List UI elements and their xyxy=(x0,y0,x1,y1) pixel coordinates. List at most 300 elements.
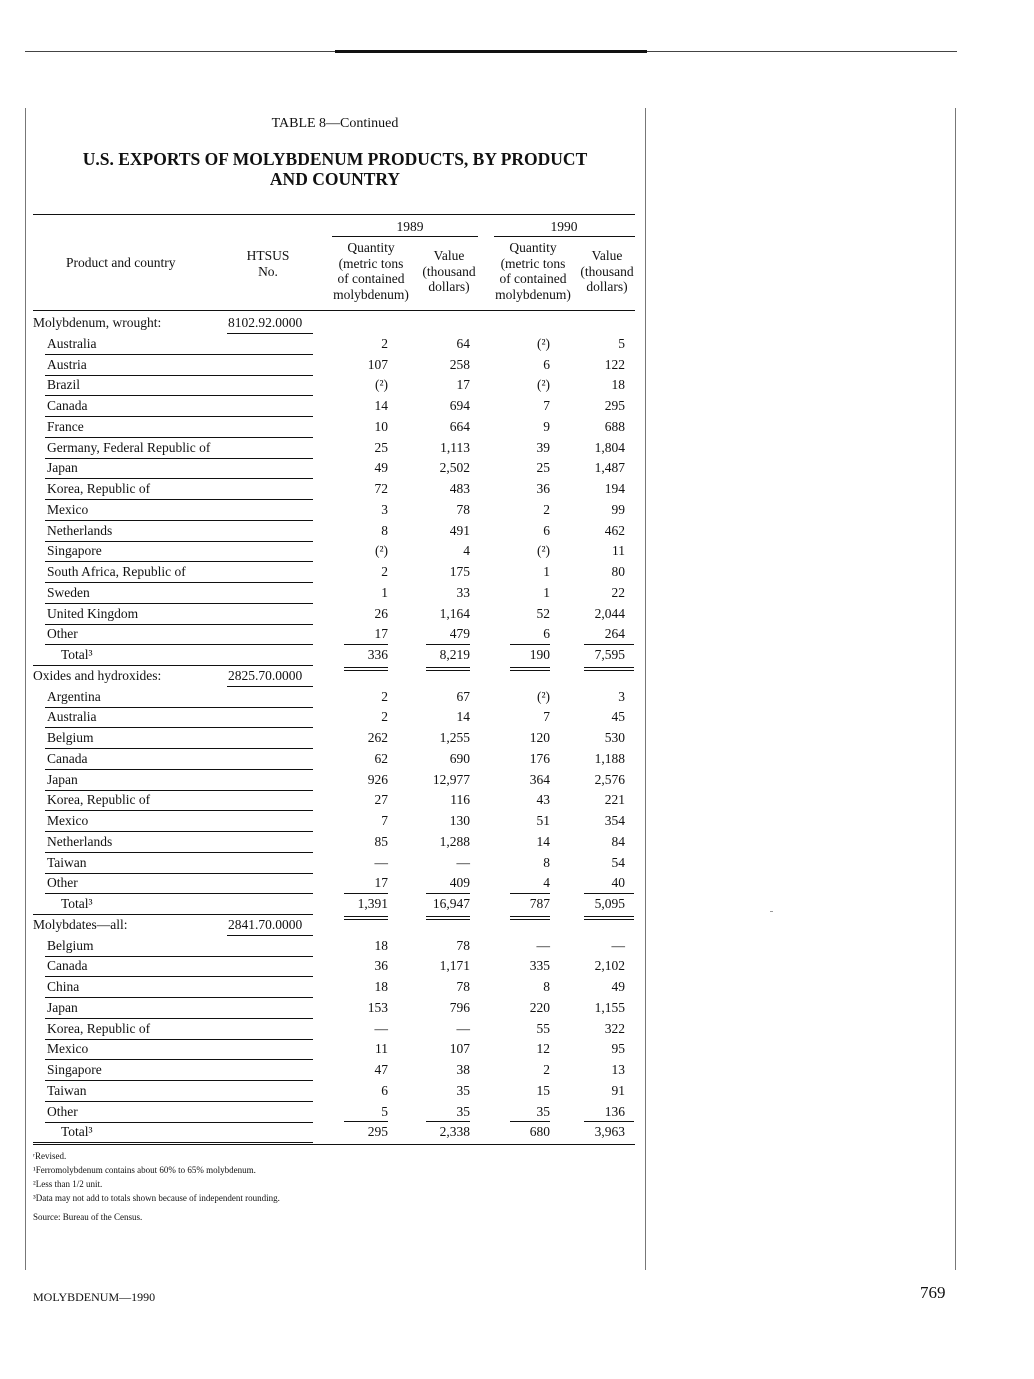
qty-header-line: Quantity xyxy=(347,240,395,255)
row-underline xyxy=(45,603,313,604)
row-underline xyxy=(45,375,313,376)
row-underline xyxy=(45,810,313,811)
qty-1989-cell: 926 xyxy=(367,771,388,787)
value-1989-cell: 1,113 xyxy=(440,439,470,455)
year-1990-header: 1990 xyxy=(550,219,578,234)
value-1989-cell: 116 xyxy=(450,792,470,808)
qty-1990-cell: 35 xyxy=(536,1103,550,1119)
row-underline xyxy=(45,416,313,417)
qty-1990-cell: 8 xyxy=(543,979,550,994)
qty-1990-cell: 6 xyxy=(543,522,550,538)
qty-1989-cell: 18 xyxy=(374,937,388,953)
total-double-rule xyxy=(510,670,550,671)
quantity-1989-header xyxy=(322,240,420,302)
total-row-label: Total³ xyxy=(61,647,93,662)
row-underline xyxy=(45,852,313,853)
row-underline xyxy=(45,727,313,728)
row-underline xyxy=(45,437,313,438)
htsus-underline xyxy=(227,686,313,687)
row-underline xyxy=(45,956,313,957)
qty-1989-cell: 25 xyxy=(374,439,388,455)
value-1989-cell: 38 xyxy=(456,1062,470,1077)
qty-1989-cell: 3 xyxy=(381,501,388,517)
qty-1990-cell: 2 xyxy=(543,501,550,517)
row-underline xyxy=(45,997,313,998)
row-underline xyxy=(45,769,313,770)
value-1989-cell: 14 xyxy=(456,709,470,725)
footer-running-title: MOLYBDENUM—1990 xyxy=(33,1290,156,1304)
table-row-country: France xyxy=(47,418,84,434)
val-header-line: Value xyxy=(591,248,623,263)
footnote: ʳRevised. xyxy=(33,1151,67,1161)
htsus-header xyxy=(230,248,306,279)
value-1990-cell: 354 xyxy=(604,813,625,828)
qty-1990-cell: 7 xyxy=(543,398,550,413)
row-underline xyxy=(45,541,313,542)
table-row-country: Mexico xyxy=(47,501,89,517)
value-1989-cell: 8,219 xyxy=(439,647,470,662)
qty-header-line: molybdenum) xyxy=(495,286,571,302)
row-underline xyxy=(45,748,313,749)
value-1989-cell: 1,288 xyxy=(439,833,470,849)
value-1989-cell: 130 xyxy=(449,813,470,828)
table-row-country: Canada xyxy=(47,398,88,413)
table-row-country: Singapore xyxy=(47,543,102,559)
left-column-rule xyxy=(25,108,26,1270)
value-1989-cell: 796 xyxy=(449,999,470,1015)
year-1989-rule xyxy=(332,236,478,237)
total-double-rule xyxy=(584,667,634,668)
value-1990-cell: 1,487 xyxy=(594,460,625,476)
row-underline xyxy=(45,707,313,708)
value-1990-cell: 40 xyxy=(611,875,625,891)
title-line-2: AND COUNTRY xyxy=(269,169,401,189)
row-underline xyxy=(45,873,313,874)
table-row-country: Mexico xyxy=(47,1041,89,1057)
column-divider-rule xyxy=(645,108,646,1270)
table-row-country: Germany, Federal Republic of xyxy=(47,439,211,455)
qty-header-line: (metric tons xyxy=(500,255,566,271)
total-row-label: Total³ xyxy=(61,896,93,911)
qty-1989-cell: 36 xyxy=(374,958,388,974)
htsus-underline xyxy=(227,333,313,334)
value-1989-cell: 12,977 xyxy=(432,771,470,787)
htsus-header-line: HTSUS xyxy=(246,248,290,263)
value-1989-cell: 1,171 xyxy=(439,958,470,974)
qty-1990-cell: 39 xyxy=(536,439,550,455)
table-row-country: Belgium xyxy=(47,937,94,953)
total-double-rule xyxy=(584,919,634,920)
row-underline xyxy=(33,1142,313,1143)
qty-1989-cell: 26 xyxy=(374,605,388,621)
total-double-rule xyxy=(344,670,388,671)
qty-1989-cell: 153 xyxy=(367,999,388,1015)
total-double-rule xyxy=(510,667,550,668)
year-1990-rule xyxy=(494,236,635,237)
row-underline xyxy=(45,354,313,355)
value-1990-cell: 264 xyxy=(604,626,625,642)
product-country-header: Product and country xyxy=(66,255,176,270)
qty-1989-cell: 72 xyxy=(374,481,388,496)
quantity-1990-header xyxy=(484,240,582,302)
qty-1990-cell: 51 xyxy=(536,813,550,828)
qty-1989-cell: 17 xyxy=(374,626,388,642)
value-1990-cell: 49 xyxy=(611,979,625,994)
row-underline xyxy=(45,893,313,894)
row-underline xyxy=(45,976,313,977)
val-header-line: (thousand xyxy=(422,263,476,279)
row-underline xyxy=(33,914,313,915)
value-1990-cell: 7,595 xyxy=(594,647,625,662)
value-1990-cell: 54 xyxy=(611,854,625,870)
value-1990-cell: 45 xyxy=(611,709,625,725)
section-heading: Oxides and hydroxides: xyxy=(33,667,162,683)
qty-header-line: (metric tons xyxy=(338,255,404,271)
qty-1989-cell: 11 xyxy=(375,1041,388,1057)
year-1989-header: 1989 xyxy=(396,219,424,234)
qty-1990-cell: 335 xyxy=(529,958,550,974)
qty-1989-cell: 10 xyxy=(374,418,388,434)
table-row-country: Canada xyxy=(47,958,88,974)
value-1989-cell: 491 xyxy=(449,522,470,538)
value-1989-cell: 107 xyxy=(449,1041,470,1057)
total-top-rule xyxy=(344,1121,388,1122)
value-1990-cell: 462 xyxy=(604,522,625,538)
total-top-rule xyxy=(584,893,634,894)
qty-1989-cell: 2 xyxy=(381,335,388,351)
value-1990-cell: 80 xyxy=(611,564,625,579)
table-row-country: Austria xyxy=(47,356,87,372)
table-row-country: Korea, Republic of xyxy=(47,481,151,496)
val-header-line: dollars) xyxy=(428,279,470,294)
table-title xyxy=(80,149,590,189)
row-underline xyxy=(45,1018,313,1019)
qty-1990-cell: — xyxy=(536,937,550,953)
value-1990-cell: 5 xyxy=(618,335,625,351)
htsus-underline xyxy=(227,935,313,936)
qty-header-line: of contained xyxy=(337,271,405,286)
total-double-rule xyxy=(344,919,388,920)
value-1989-cell: 78 xyxy=(456,937,470,953)
table-row-country: Australia xyxy=(47,335,97,351)
value-1989-cell: 35 xyxy=(456,1082,470,1098)
qty-1989-cell: 85 xyxy=(374,833,388,849)
value-1990-cell: 99 xyxy=(611,501,625,517)
value-1989-cell: 483 xyxy=(449,481,470,496)
total-double-rule xyxy=(344,667,388,668)
qty-1990-cell: 8 xyxy=(543,854,550,870)
qty-1990-cell: 190 xyxy=(529,647,550,662)
value-1989-cell: 4 xyxy=(463,543,470,559)
row-underline xyxy=(45,644,313,645)
qty-1989-cell: 14 xyxy=(374,398,388,413)
total-top-rule xyxy=(584,644,634,645)
row-underline xyxy=(45,395,313,396)
table-row-country: Korea, Republic of xyxy=(47,1020,151,1036)
htsus-header-line: No. xyxy=(258,263,278,279)
value-1990-cell: 13 xyxy=(611,1062,625,1077)
value-1990-cell: 18 xyxy=(611,377,625,393)
total-row-label: Total³ xyxy=(61,1124,93,1140)
qty-1990-cell: 2 xyxy=(543,1062,550,1077)
table-row-country: Canada xyxy=(47,750,88,766)
stray-mark xyxy=(770,911,773,912)
table-row-country: Japan xyxy=(47,771,78,787)
table-row-country: Other xyxy=(47,626,78,642)
qty-1989-cell: 17 xyxy=(374,875,388,891)
value-1989-cell: 409 xyxy=(449,875,470,891)
qty-1989-cell: 295 xyxy=(367,1124,388,1140)
qty-1990-cell: (²) xyxy=(536,377,550,393)
qty-1989-cell: 62 xyxy=(374,750,388,766)
row-underline xyxy=(45,624,313,625)
row-underline xyxy=(45,458,313,459)
row-underline xyxy=(45,790,313,791)
table-row-country: United Kingdom xyxy=(47,605,139,621)
table-row-country: Netherlands xyxy=(47,833,113,849)
total-double-rule xyxy=(426,667,470,668)
qty-1990-cell: 7 xyxy=(543,709,550,725)
footnote: Source: Bureau of the Census. xyxy=(33,1212,143,1222)
value-1989-cell: 17 xyxy=(456,377,470,393)
val-header-line: dollars) xyxy=(586,279,628,294)
section-heading: Molybdates—all: xyxy=(33,916,128,932)
qty-1990-cell: 787 xyxy=(529,896,550,911)
table-row-country: Taiwan xyxy=(47,1082,87,1098)
value-1990-cell: 22 xyxy=(611,584,625,600)
row-underline xyxy=(45,582,313,583)
row-underline xyxy=(45,1059,313,1060)
value-1990-cell: 194 xyxy=(604,481,625,496)
qty-1990-cell: 36 xyxy=(536,481,550,496)
qty-1989-cell: 47 xyxy=(374,1062,388,1077)
table-row-country: Netherlands xyxy=(47,522,113,538)
total-double-rule xyxy=(426,916,470,917)
total-top-rule xyxy=(510,893,550,894)
total-double-rule xyxy=(510,916,550,917)
qty-1990-cell: 52 xyxy=(536,605,550,621)
qty-1989-cell: 49 xyxy=(374,460,388,476)
qty-1989-cell: 262 xyxy=(367,730,388,745)
value-1990-cell: 1,804 xyxy=(594,439,625,455)
value-1989-cell: 175 xyxy=(449,564,470,579)
qty-1989-cell: (²) xyxy=(374,377,388,393)
total-double-rule xyxy=(426,670,470,671)
value-1990-cell: 3 xyxy=(618,688,625,704)
total-top-rule xyxy=(426,644,470,645)
qty-1989-cell: 107 xyxy=(367,356,388,372)
right-column-rule xyxy=(955,108,956,1270)
table-row-country: Brazil xyxy=(47,377,80,393)
value-1989-cell: 664 xyxy=(449,418,470,434)
page-top-thick-rule xyxy=(335,50,647,53)
qty-1990-cell: 6 xyxy=(543,626,550,642)
qty-1990-cell: 12 xyxy=(536,1041,550,1057)
value-1989-cell: 78 xyxy=(456,979,470,994)
page-number: 769 xyxy=(920,1283,946,1302)
total-double-rule xyxy=(344,916,388,917)
qty-1989-cell: 8 xyxy=(381,522,388,538)
value-1990-cell: 530 xyxy=(604,730,625,745)
section-htsus-code: 8102.92.0000 xyxy=(228,315,303,330)
qty-1990-cell: 176 xyxy=(529,750,550,766)
value-1990-cell: 95 xyxy=(611,1041,625,1057)
qty-1989-cell: 27 xyxy=(374,792,388,808)
row-underline xyxy=(45,520,313,521)
row-underline xyxy=(45,499,313,500)
section-htsus-code: 2841.70.0000 xyxy=(228,916,303,932)
table-row-country: Japan xyxy=(47,999,78,1015)
value-1989-cell: 2,338 xyxy=(439,1124,470,1140)
table-row-country: Mexico xyxy=(47,813,89,828)
qty-1990-cell: 220 xyxy=(529,999,550,1015)
table-row-country: Sweden xyxy=(47,584,90,600)
value-1990-cell: 5,095 xyxy=(594,896,625,911)
table-row-country: Other xyxy=(47,875,78,891)
qty-1990-cell: 14 xyxy=(536,833,550,849)
row-underline xyxy=(45,478,313,479)
qty-1990-cell: 43 xyxy=(536,792,550,808)
qty-1989-cell: — xyxy=(374,1020,388,1036)
value-1989-cell: 64 xyxy=(456,335,470,351)
value-1989-cell: 258 xyxy=(449,356,470,372)
table-row-country: China xyxy=(47,979,80,994)
total-top-rule xyxy=(584,1121,634,1122)
table-row-country: Belgium xyxy=(47,730,94,745)
row-underline xyxy=(33,665,313,666)
qty-1990-cell: 680 xyxy=(529,1124,550,1140)
qty-1989-cell: 5 xyxy=(381,1103,388,1119)
qty-1989-cell: — xyxy=(374,854,388,870)
qty-1989-cell: 2 xyxy=(381,688,388,704)
total-double-rule xyxy=(584,916,634,917)
value-1990-cell: 3,963 xyxy=(594,1124,625,1140)
qty-1990-cell: 25 xyxy=(536,460,550,476)
qty-1990-cell: (²) xyxy=(536,335,550,351)
qty-1989-cell: (²) xyxy=(374,543,388,559)
value-1989-cell: 2,502 xyxy=(439,460,470,476)
value-1989-cell: 67 xyxy=(456,688,470,704)
qty-1990-cell: (²) xyxy=(536,543,550,559)
title-line-1: U.S. EXPORTS OF MOLYBDENUM PRODUCTS, BY PRODUCT xyxy=(82,149,588,169)
section-htsus-code: 2825.70.0000 xyxy=(228,667,303,683)
qty-1990-cell: 55 xyxy=(536,1020,550,1036)
qty-1989-cell: 2 xyxy=(381,709,388,725)
value-1990-cell: 322 xyxy=(604,1020,625,1036)
value-1989-cell: 1,255 xyxy=(439,730,470,745)
qty-header-line: Quantity xyxy=(509,240,557,255)
val-header-line: Value xyxy=(433,248,465,263)
qty-1990-cell: 9 xyxy=(543,418,550,434)
header-bottom-rule xyxy=(33,310,635,311)
value-1990-cell: 2,576 xyxy=(594,771,625,787)
value-1990-cell: 84 xyxy=(611,833,625,849)
qty-1990-cell: 15 xyxy=(536,1082,550,1098)
qty-1990-cell: 1 xyxy=(543,584,550,600)
qty-1989-cell: 1,391 xyxy=(357,896,388,911)
table-bottom-rule xyxy=(33,1144,635,1145)
table-row-country: Australia xyxy=(47,709,97,725)
footnote: ²Less than 1/2 unit. xyxy=(33,1179,103,1189)
value-1989-cell: — xyxy=(456,854,470,870)
total-double-rule xyxy=(510,919,550,920)
table-row-country: Argentina xyxy=(47,688,101,704)
value-1990-cell: 295 xyxy=(604,398,625,413)
value-1989-cell: 694 xyxy=(449,398,470,413)
value-1989-cell: — xyxy=(456,1020,470,1036)
table-row-country: Other xyxy=(47,1103,78,1119)
value-1990-cell: — xyxy=(611,937,625,953)
qty-1989-cell: 6 xyxy=(381,1082,388,1098)
row-underline xyxy=(45,1101,313,1102)
value-1989-cell: 78 xyxy=(456,501,470,517)
total-top-rule xyxy=(510,644,550,645)
value-1989-cell: 35 xyxy=(456,1103,470,1119)
section-heading: Molybdenum, wrought: xyxy=(33,315,162,330)
qty-1990-cell: 1 xyxy=(543,564,550,579)
value-1989-cell: 33 xyxy=(456,584,470,600)
qty-1989-cell: 1 xyxy=(381,584,388,600)
value-1990-cell: 2,044 xyxy=(594,605,625,621)
total-top-rule xyxy=(344,644,388,645)
row-underline xyxy=(45,561,313,562)
value-1989-cell: 16,947 xyxy=(432,896,470,911)
table-row-country: South Africa, Republic of xyxy=(47,564,186,579)
table-row-country: Singapore xyxy=(47,1062,102,1077)
value-1990-cell: 688 xyxy=(604,418,625,434)
table-row-country: Japan xyxy=(47,460,78,476)
qty-1989-cell: 18 xyxy=(374,979,388,994)
qty-1990-cell: 364 xyxy=(529,771,550,787)
qty-1990-cell: (²) xyxy=(536,688,550,704)
total-top-rule xyxy=(426,1121,470,1122)
value-1990-header xyxy=(574,248,640,295)
qty-header-line: molybdenum) xyxy=(333,286,409,302)
value-1990-cell: 136 xyxy=(604,1103,625,1119)
value-1990-cell: 2,102 xyxy=(594,958,625,974)
val-header-line: (thousand xyxy=(580,263,634,279)
table-caption: TABLE 8—Continued xyxy=(271,116,399,131)
total-double-rule xyxy=(426,919,470,920)
value-1990-cell: 221 xyxy=(604,792,625,808)
total-top-rule xyxy=(426,893,470,894)
row-underline xyxy=(45,1122,313,1123)
value-1989-cell: 479 xyxy=(449,626,470,642)
footnote: ³Data may not add to totals shown because of independent rounding. xyxy=(33,1193,280,1203)
footnote: ¹Ferromolybdenum contains about 60% to 65% molybdenum. xyxy=(33,1165,256,1175)
value-1989-cell: 1,164 xyxy=(439,605,470,621)
qty-header-line: of contained xyxy=(499,271,567,286)
row-underline xyxy=(45,831,313,832)
value-1990-cell: 1,188 xyxy=(594,750,625,766)
total-top-rule xyxy=(344,893,388,894)
value-1990-cell: 11 xyxy=(612,543,625,559)
qty-1989-cell: 7 xyxy=(381,813,388,828)
qty-1990-cell: 120 xyxy=(529,730,550,745)
row-underline xyxy=(45,1080,313,1081)
value-1990-cell: 91 xyxy=(611,1082,625,1098)
value-1990-cell: 122 xyxy=(604,356,625,372)
qty-1990-cell: 4 xyxy=(543,875,550,891)
qty-1989-cell: 2 xyxy=(381,564,388,579)
qty-1989-cell: 336 xyxy=(367,647,388,662)
total-double-rule xyxy=(584,670,634,671)
table-row-country: Korea, Republic of xyxy=(47,792,151,808)
row-underline xyxy=(45,1039,313,1040)
value-1989-header xyxy=(416,248,482,295)
table-row-country: Taiwan xyxy=(47,854,87,870)
value-1990-cell: 1,155 xyxy=(594,999,625,1015)
